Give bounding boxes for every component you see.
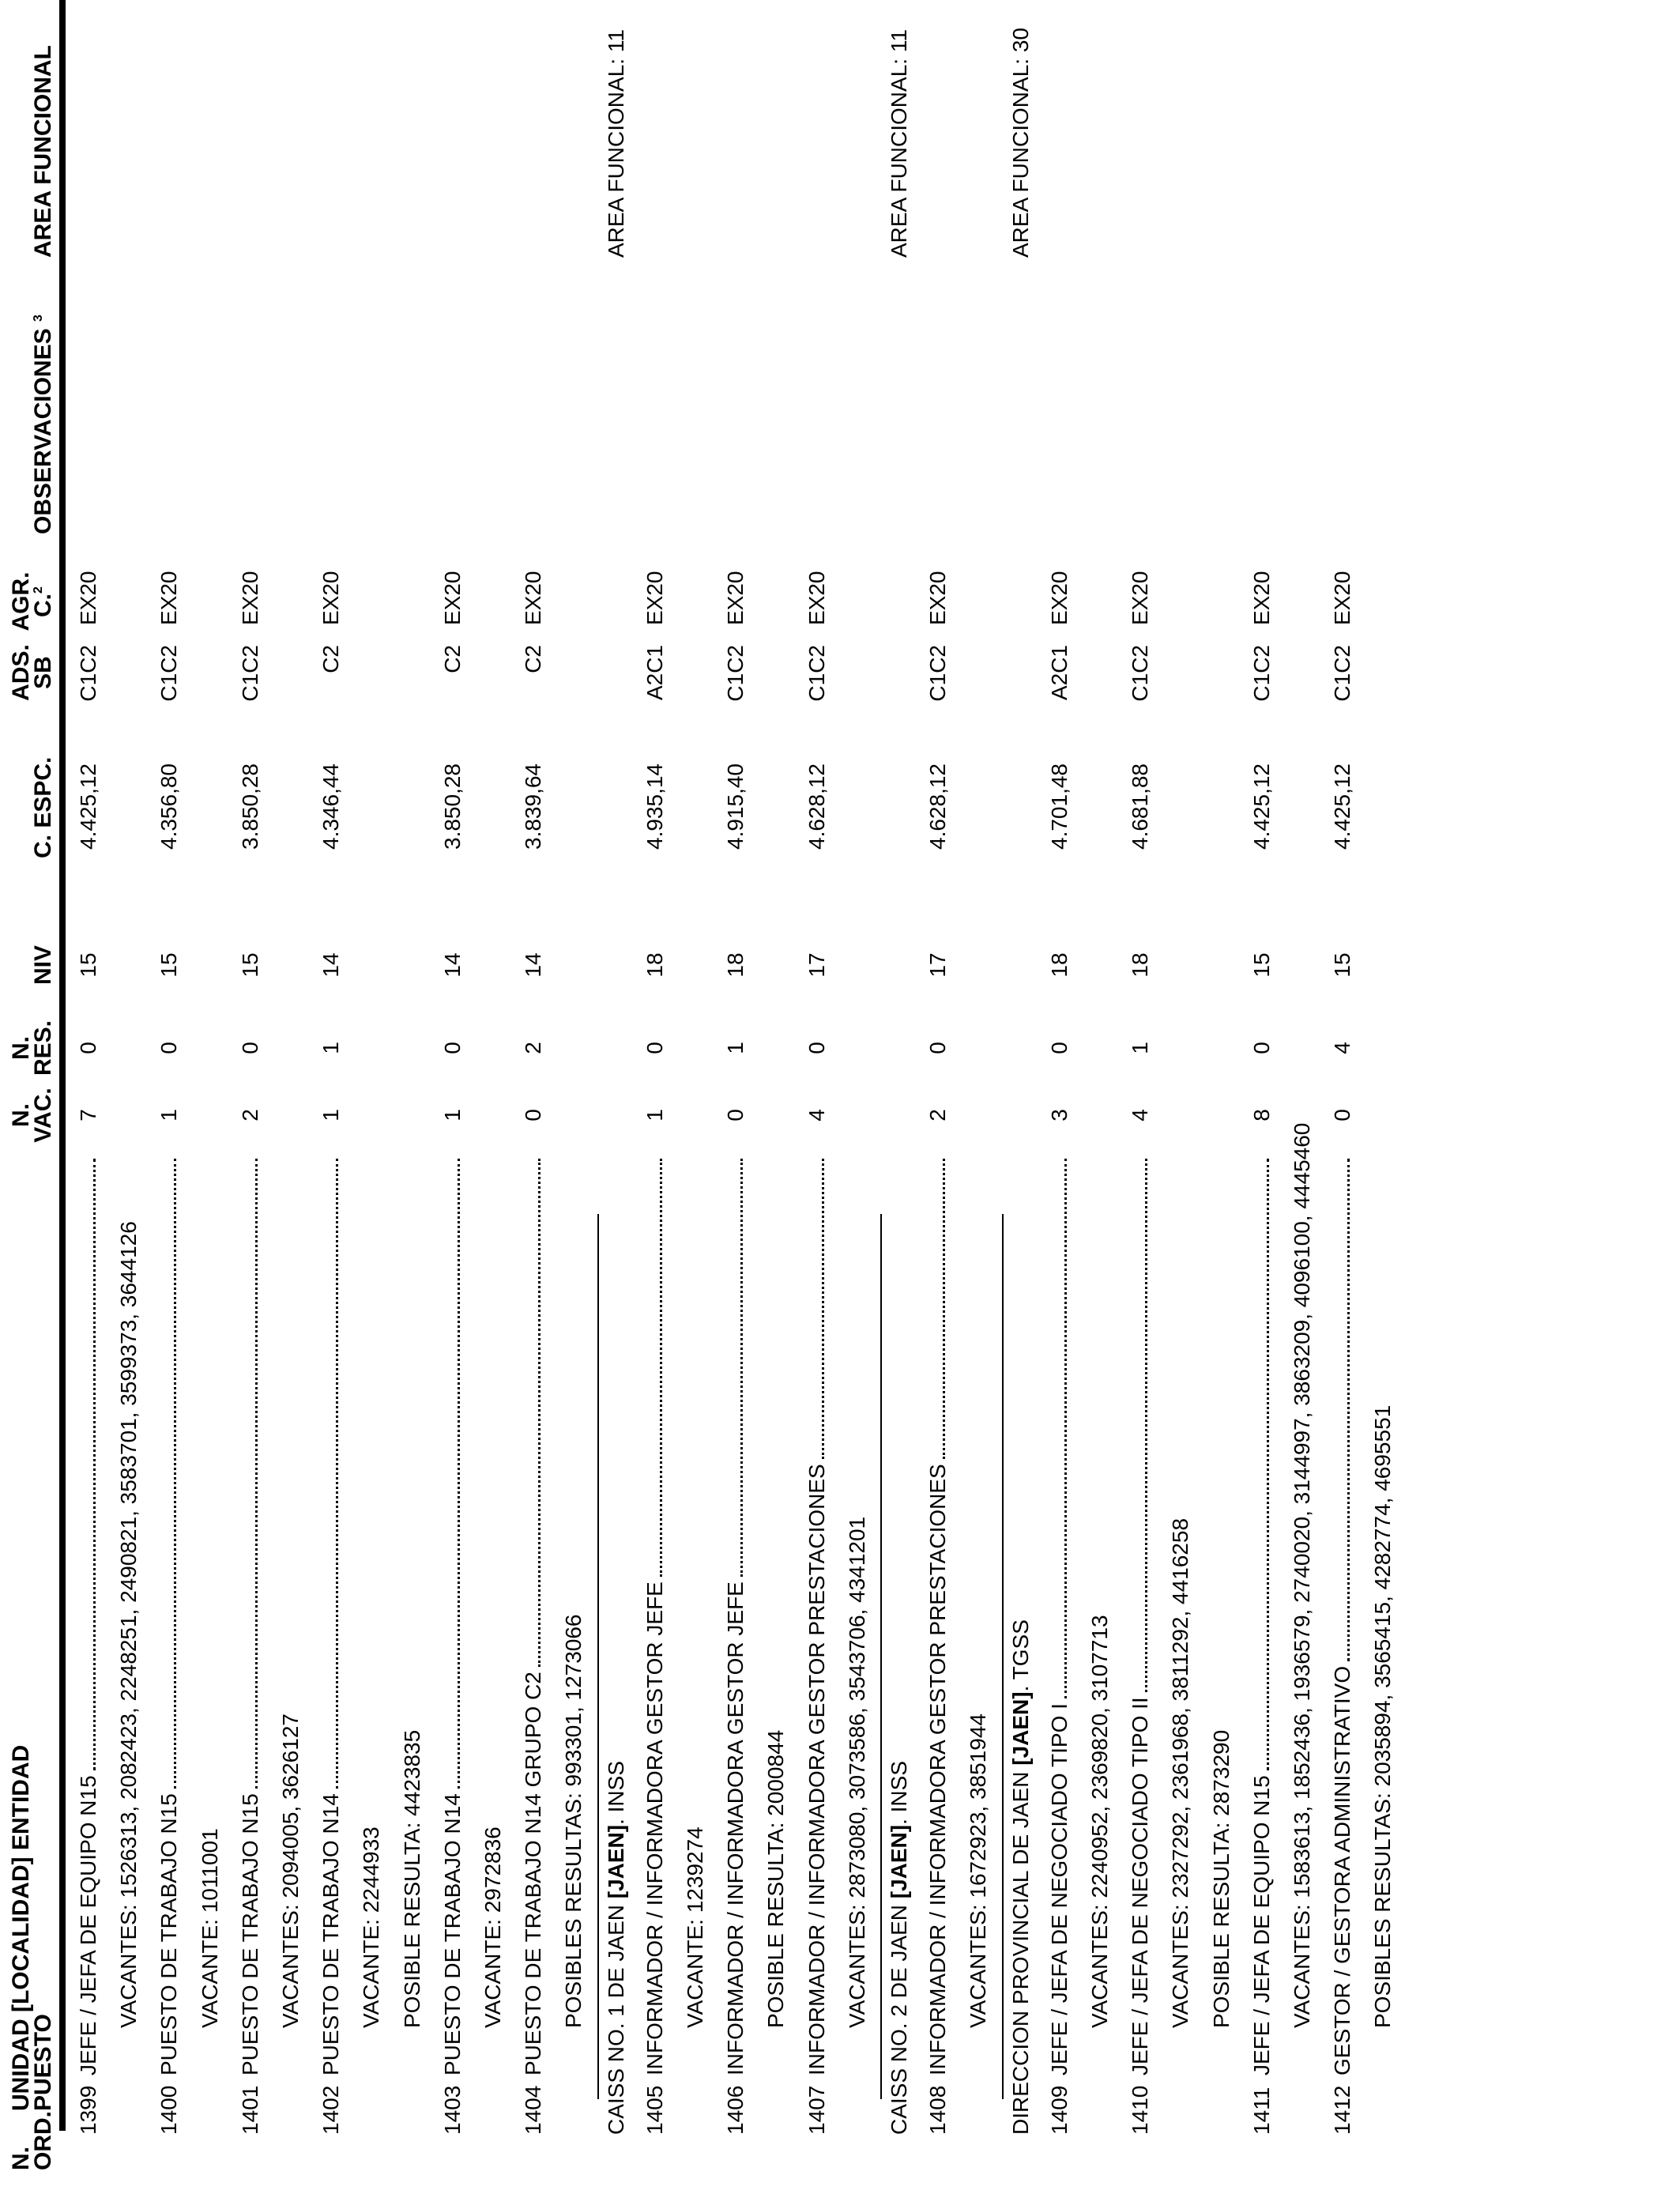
agr-c-value: EX20 (925, 571, 951, 625)
detail-line: POSIBLES RESULTAS: 2035894, 3565415, 4282774, 4695551 (1370, 1404, 1396, 2028)
section-divider (1002, 1214, 1004, 2099)
detail-line: VACANTES: 1672923, 3851944 (966, 1713, 991, 2028)
header-puesto: PUESTO (30, 2014, 56, 2111)
detail-line: POSIBLE RESULTA: 2873290 (1208, 1729, 1234, 2028)
puesto-title: PUESTO DE TRABAJO N14 (439, 1793, 465, 2075)
order-number: 1412 (1330, 2085, 1355, 2135)
puesto-title: INFORMADOR / INFORMADORA GESTOR PRESTACIONES (804, 1464, 829, 2075)
order-number: 1409 (1046, 2085, 1072, 2135)
entity-agency: . TGSS (1008, 1619, 1033, 1692)
detail-line: VACANTES: 1583613, 1852436, 1936579, 2740020, 3144997, 3863209, 4096100, 4445460 (1290, 1122, 1314, 2028)
agr-c-value: EX20 (1330, 571, 1355, 625)
agr-c-value: EX20 (318, 571, 344, 625)
niv-value: 18 (723, 952, 748, 978)
dot-leader (1145, 1159, 1147, 1692)
detail-line: VACANTE: 1239274 (683, 1826, 707, 2028)
puesto-title: INFORMADOR / INFORMADORA GESTOR JEFE (723, 1581, 748, 2075)
c-espc-value: 4.356,80 (156, 763, 182, 850)
n-vac-value: 2 (237, 1109, 262, 1122)
n-vac-value: 0 (723, 1109, 748, 1122)
header-n-vac-2: VAC. (30, 1088, 56, 1143)
order-number: 1407 (804, 2085, 829, 2135)
header-observaciones-text: OBSERVACIONES (30, 328, 56, 534)
entity-agency: . INSS (603, 1760, 628, 1825)
niv-value: 15 (156, 952, 182, 978)
n-res-value: 1 (318, 1042, 344, 1054)
header-agr-2-text: C. (30, 594, 56, 617)
detail-line: POSIBLE RESULTA: 2000844 (763, 1729, 789, 2028)
ads-sb-value: C1C2 (723, 645, 748, 702)
area-funcional-value: AREA FUNCIONAL: 11 (887, 29, 911, 258)
niv-value: 17 (925, 952, 951, 978)
entity-name: CAISS NO. 1 DE JAEN (603, 1898, 628, 2135)
header-agr-1: AGR. (8, 571, 34, 631)
agr-c-value: EX20 (723, 571, 748, 625)
agr-c-value: EX20 (156, 571, 182, 625)
n-vac-value: 8 (1249, 1109, 1274, 1122)
c-espc-value: 4.915,40 (723, 763, 748, 850)
niv-value: 15 (237, 952, 262, 978)
ads-sb-value: C1C2 (156, 645, 182, 702)
header-n-ord-1: N. (8, 2147, 34, 2170)
n-vac-value: 2 (925, 1109, 951, 1122)
ads-sb-value: A2C1 (1046, 645, 1072, 701)
c-espc-value: 4.935,14 (642, 763, 667, 850)
n-vac-value: 3 (1046, 1109, 1072, 1122)
ads-sb-value: C1C2 (76, 645, 100, 702)
n-vac-value: 0 (521, 1109, 546, 1122)
detail-line: VACANTES: 2327292, 2361968, 3811292, 4416258 (1168, 1517, 1193, 2028)
dot-leader (740, 1159, 743, 1577)
order-number: 1410 (1128, 2085, 1153, 2135)
puesto-title: JEFE / JEFA DE EQUIPO N15 (76, 1775, 100, 2075)
header-obs-sup: 3 (32, 315, 45, 322)
area-funcional-value: AREA FUNCIONAL: 11 (603, 29, 628, 258)
n-res-value: 0 (804, 1042, 829, 1054)
header-ads-1: ADS. (8, 644, 34, 701)
order-number: 1403 (439, 2085, 465, 2135)
agr-c-value: EX20 (1046, 571, 1072, 625)
n-vac-value: 1 (642, 1109, 667, 1122)
ads-sb-value: C1C2 (925, 645, 951, 702)
c-espc-value: 3.850,28 (439, 763, 465, 850)
dot-leader (1267, 1159, 1269, 1770)
section-divider (597, 1214, 599, 2099)
entity-agency: . INSS (887, 1760, 911, 1825)
detail-line: VACANTES: 1526313, 2082423, 2248251, 2490821, 3583701, 3599373, 3644126 (116, 1221, 141, 2028)
dot-leader (336, 1159, 338, 1789)
n-res-value: 4 (1330, 1042, 1355, 1054)
niv-value: 14 (318, 952, 344, 978)
puesto-title: JEFE / JEFA DE EQUIPO N15 (1249, 1775, 1274, 2075)
entity-name: CAISS NO. 2 DE JAEN (887, 1898, 911, 2135)
n-vac-value: 4 (804, 1109, 829, 1122)
ads-sb-value: C2 (521, 645, 546, 673)
c-espc-value: 4.346,44 (318, 763, 344, 850)
header-area-funcional: AREA FUNCIONAL (30, 45, 56, 258)
n-res-value: 0 (237, 1042, 262, 1054)
agr-c-value: EX20 (237, 571, 262, 625)
header-c-espc: C. ESPC. (30, 756, 56, 858)
area-funcional-value: AREA FUNCIONAL: 30 (1008, 28, 1033, 258)
detail-line: VACANTES: 2240952, 2369820, 3107713 (1087, 1615, 1112, 2028)
ads-sb-value: C1C2 (1330, 645, 1355, 702)
c-espc-value: 4.628,12 (804, 763, 829, 850)
niv-value: 18 (1128, 952, 1153, 978)
niv-value: 18 (1046, 952, 1072, 978)
ads-sb-value: C2 (318, 645, 344, 673)
detail-line: POSIBLES RESULTAS: 993301, 1273066 (561, 1614, 586, 2028)
header-rule (59, 0, 66, 2131)
agr-c-value: EX20 (439, 571, 465, 625)
entity-location: [JAEN] (1008, 1691, 1033, 1766)
header-agr-sup: 2 (32, 586, 45, 594)
ads-sb-value: C1C2 (1249, 645, 1274, 702)
niv-value: 17 (804, 952, 829, 978)
n-res-value: 1 (723, 1042, 748, 1054)
header-niv: NIV (30, 944, 56, 985)
n-res-value: 0 (76, 1042, 100, 1054)
entity-location: [JAEN] (603, 1824, 628, 1899)
order-number: 1401 (237, 2085, 262, 2135)
detail-line: VACANTES: 2094005, 3626127 (278, 1713, 303, 2028)
niv-value: 18 (642, 952, 667, 978)
niv-value: 15 (1249, 952, 1274, 978)
dot-leader (458, 1159, 460, 1789)
order-number: 1404 (521, 2085, 546, 2135)
puesto-title: PUESTO DE TRABAJO N14 (318, 1793, 344, 2075)
entity-heading (604, 1761, 629, 2135)
n-res-value: 0 (1249, 1042, 1274, 1054)
order-number: 1408 (925, 2085, 951, 2135)
n-res-value: 0 (925, 1042, 951, 1054)
niv-value: 15 (76, 952, 100, 978)
c-espc-value: 4.701,48 (1046, 763, 1072, 850)
section-divider (880, 1214, 882, 2099)
n-res-value: 1 (1128, 1042, 1153, 1054)
header-n-res-2: RES. (30, 1020, 56, 1076)
order-number: 1411 (1249, 2087, 1274, 2135)
order-number: 1405 (642, 2085, 667, 2135)
header-n-ord-2: ORD. (30, 2111, 56, 2170)
header-unidad: UNIDAD [LOCALIDAD] ENTIDAD (8, 1744, 34, 2111)
puesto-title: PUESTO DE TRABAJO N15 (156, 1793, 182, 2075)
ads-sb-value: C2 (439, 645, 465, 673)
c-espc-value: 4.425,12 (1330, 763, 1355, 850)
agr-c-value: EX20 (1128, 571, 1153, 625)
n-res-value: 0 (1046, 1042, 1072, 1054)
header-agr-2 (32, 586, 55, 617)
dot-leader (174, 1159, 176, 1789)
puesto-title: PUESTO DE TRABAJO N14 GRUPO C2 (521, 1672, 546, 2075)
entity-heading (887, 1761, 912, 2135)
puesto-title: PUESTO DE TRABAJO N15 (237, 1793, 262, 2075)
agr-c-value: EX20 (1249, 571, 1274, 625)
header-ads-2: SB (30, 656, 56, 689)
n-vac-value: 7 (76, 1109, 100, 1122)
dot-leader (822, 1159, 824, 1459)
agr-c-value: EX20 (521, 571, 546, 625)
dot-leader (1064, 1159, 1067, 1698)
dot-leader (1347, 1159, 1350, 1661)
header-observaciones (32, 315, 55, 534)
header-n-vac-1: N. (8, 1103, 34, 1127)
niv-value: 14 (439, 952, 465, 978)
order-number: 1399 (76, 2085, 100, 2135)
c-espc-value: 3.839,64 (521, 763, 546, 850)
detail-line: POSIBLE RESULTA: 4423835 (399, 1729, 424, 2028)
dot-leader (93, 1159, 96, 1770)
c-espc-value: 4.425,12 (76, 763, 100, 850)
dot-leader (943, 1159, 945, 1459)
puesto-title: GESTOR / GESTORA ADMINISTRATIVO (1330, 1665, 1355, 2075)
c-espc-value: 3.850,28 (237, 763, 262, 850)
ads-sb-value: C1C2 (1128, 645, 1153, 702)
detail-line: VACANTE: 2972836 (480, 1826, 505, 2028)
niv-value: 14 (521, 952, 546, 978)
dot-leader (660, 1159, 662, 1577)
c-espc-value: 4.681,88 (1128, 763, 1153, 850)
header-n-res-1: N. (8, 1036, 34, 1060)
detail-line: VACANTE: 2244933 (359, 1826, 384, 2028)
order-number: 1402 (318, 2085, 344, 2135)
dot-leader (538, 1159, 541, 1667)
n-res-value: 0 (642, 1042, 667, 1054)
c-espc-value: 4.425,12 (1249, 763, 1274, 850)
ads-sb-value: C1C2 (804, 645, 829, 702)
n-vac-value: 0 (1330, 1109, 1355, 1122)
puesto-title: JEFE / JEFA DE NEGOCIADO TIPO II (1128, 1697, 1153, 2075)
niv-value: 15 (1330, 952, 1355, 978)
n-vac-value: 1 (156, 1109, 182, 1122)
dot-leader (255, 1159, 258, 1789)
ads-sb-value: A2C1 (642, 645, 667, 701)
ads-sb-value: C1C2 (237, 645, 262, 702)
detail-line: VACANTES: 2873080, 3073586, 3543706, 4341201 (844, 1516, 869, 2028)
order-number: 1406 (723, 2085, 748, 2135)
puesto-title: INFORMADOR / INFORMADORA GESTOR JEFE (642, 1581, 667, 2075)
entity-heading (1008, 1619, 1034, 2135)
agr-c-value: EX20 (804, 571, 829, 625)
agr-c-value: EX20 (642, 571, 667, 625)
puesto-title: INFORMADOR / INFORMADORA GESTOR PRESTACIONES (925, 1464, 951, 2075)
n-vac-value: 1 (439, 1109, 465, 1122)
detail-line: VACANTE: 1011001 (197, 1828, 222, 2028)
n-res-value: 0 (439, 1042, 465, 1054)
n-vac-value: 4 (1128, 1109, 1153, 1122)
entity-location: [JAEN] (887, 1824, 911, 1899)
puesto-title: JEFE / JEFA DE NEGOCIADO TIPO I (1046, 1703, 1072, 2075)
c-espc-value: 4.628,12 (925, 763, 951, 850)
order-number: 1400 (156, 2085, 182, 2135)
entity-name: DIRECCION PROVINCIAL DE JAEN (1008, 1765, 1033, 2135)
n-res-value: 2 (521, 1042, 546, 1054)
n-res-value: 0 (156, 1042, 182, 1054)
n-vac-value: 1 (318, 1109, 344, 1122)
agr-c-value: EX20 (76, 571, 100, 625)
